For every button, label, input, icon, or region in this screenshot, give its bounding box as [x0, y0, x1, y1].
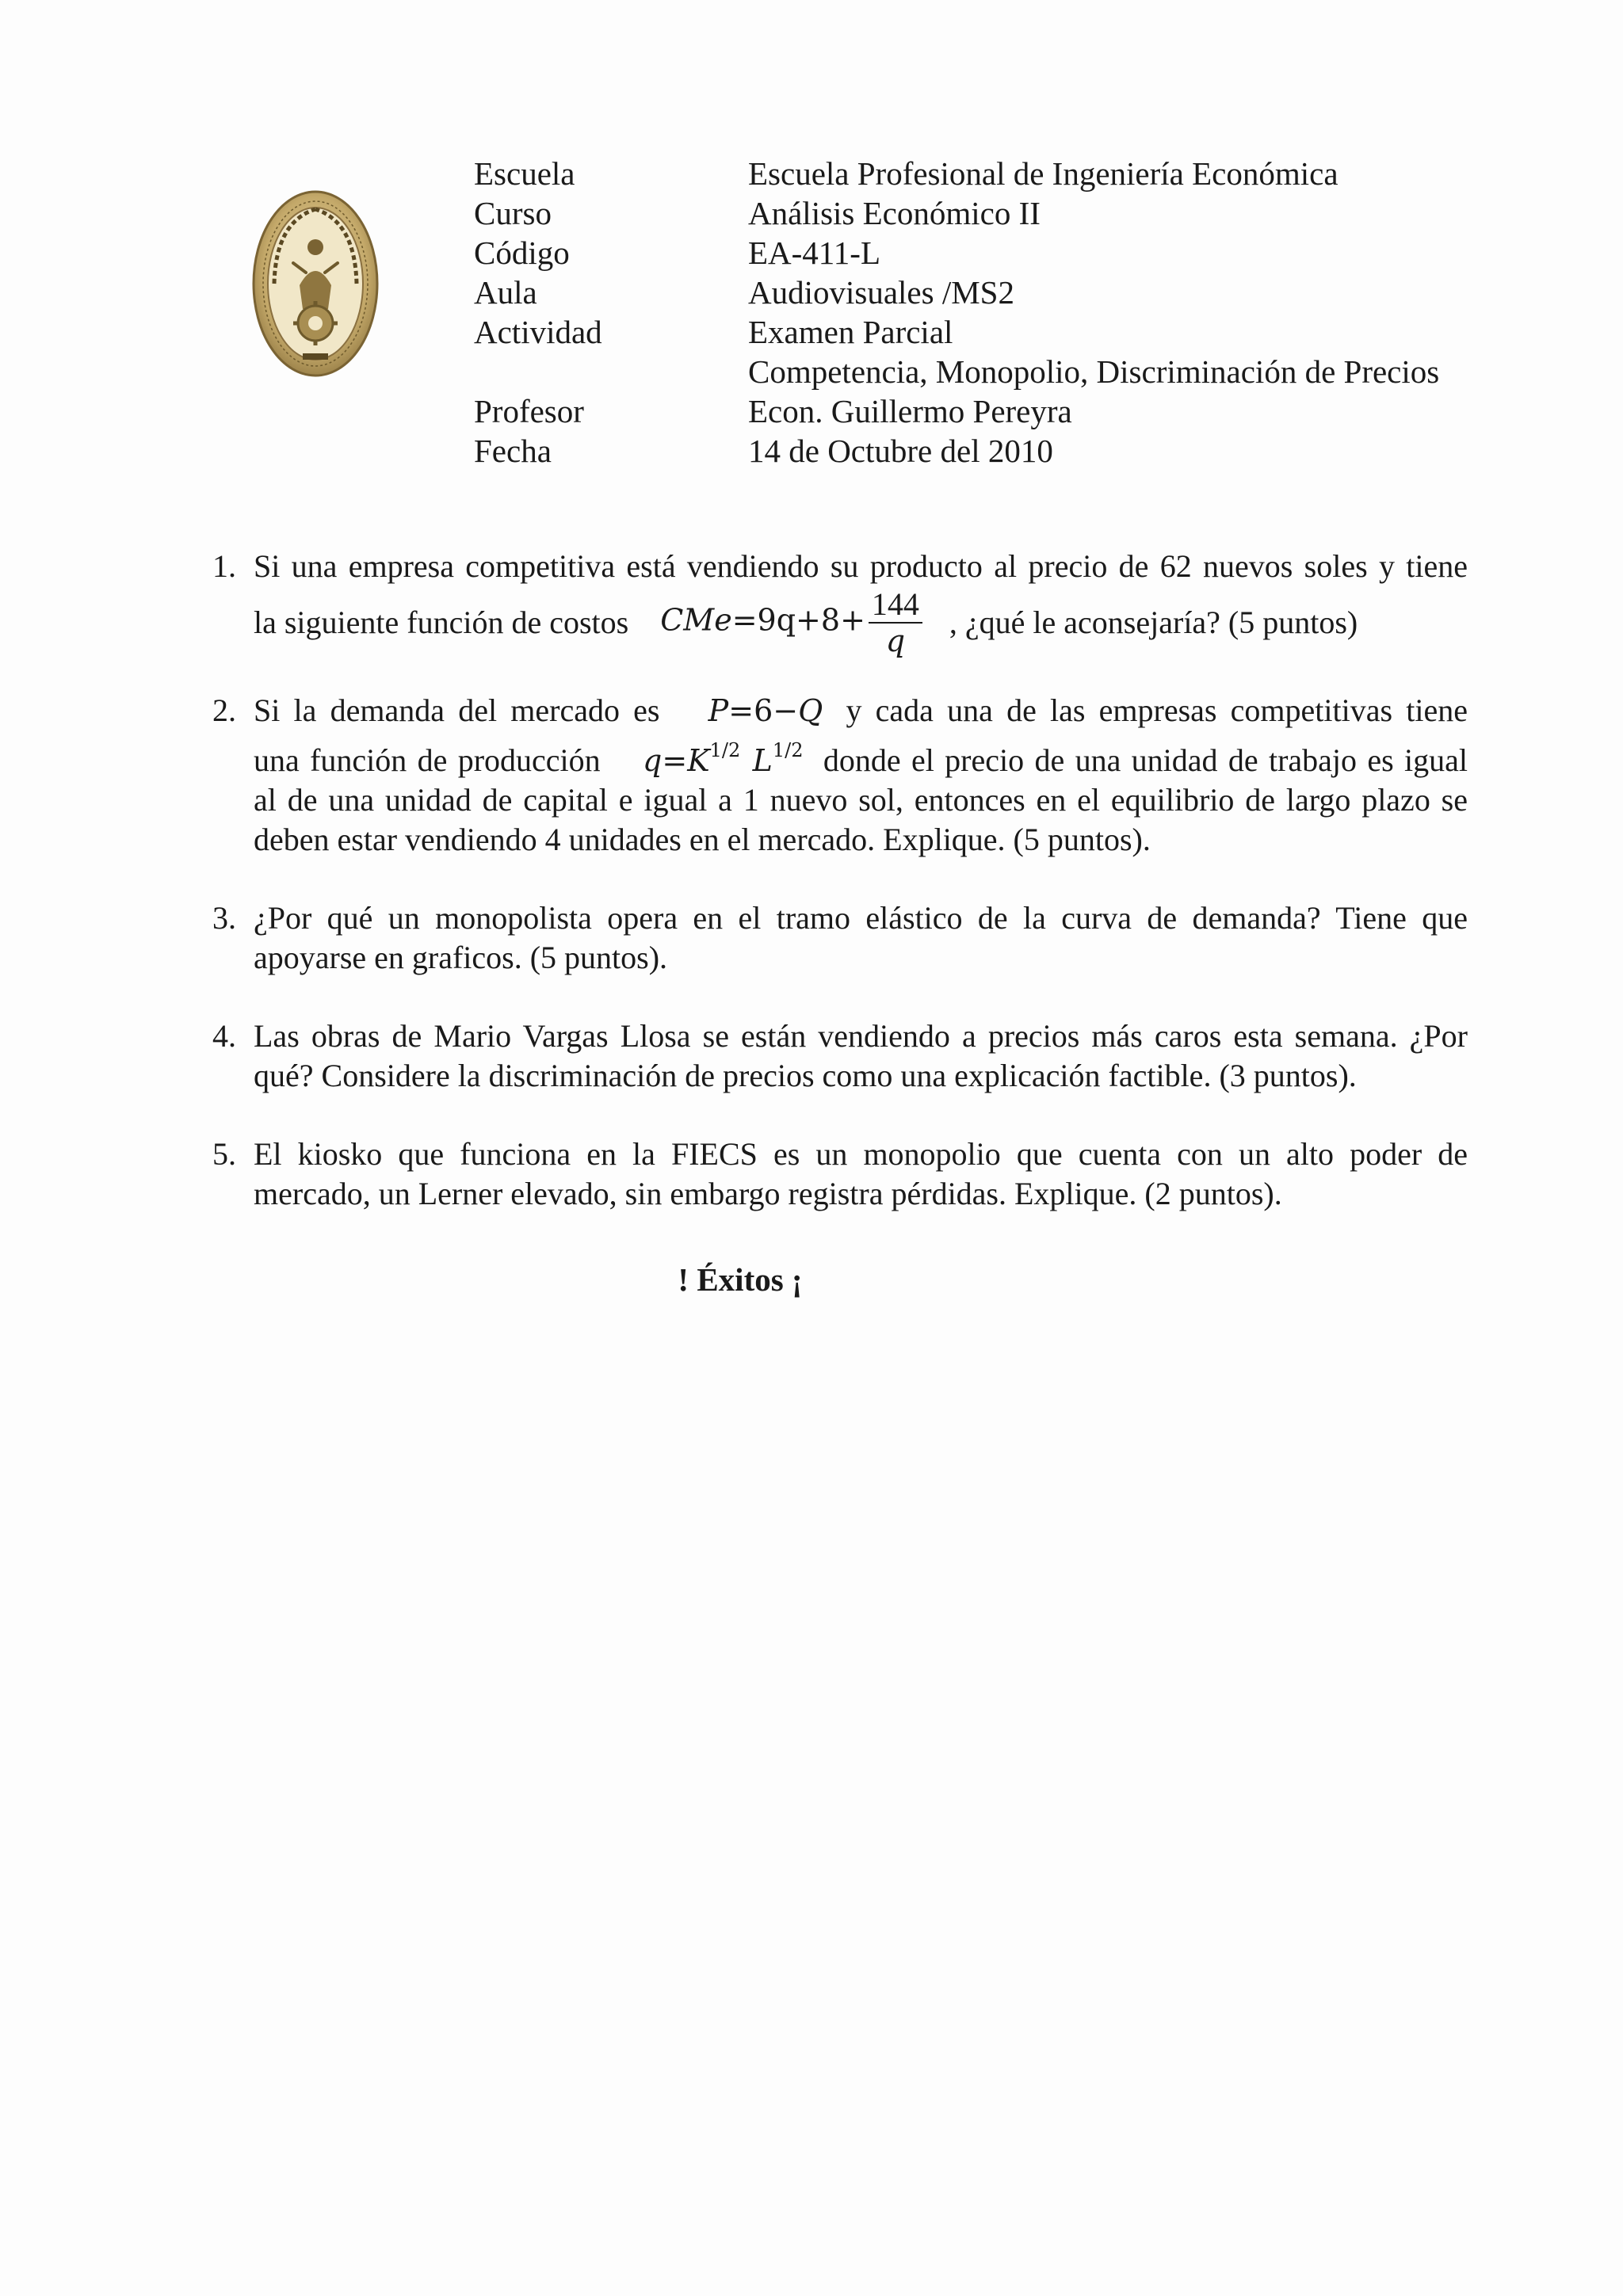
header-row-aula — [474, 273, 1504, 312]
question-number: 4. — [212, 1018, 236, 1054]
header-label: Código — [474, 235, 570, 271]
production-formula — [643, 739, 804, 778]
header-value: Audiovisuales /MS2 — [748, 274, 1014, 311]
question-1 — [212, 547, 1468, 659]
header-value: Análisis Económico II — [748, 195, 1041, 231]
question-text: apoyarse en graficos. (5 puntos). — [254, 940, 668, 975]
header-value: EA-411-L — [748, 235, 880, 271]
formula-l-exponent: 1/2 — [772, 739, 804, 761]
formula-l: L — [752, 743, 773, 778]
question-body — [254, 898, 1468, 978]
question-formula-line — [254, 586, 1468, 659]
question-text: ¿Por qué un monopolista opera en el tramo elástico de la curva de demanda? Tiene que — [254, 900, 1468, 936]
question-text: , ¿qué le aconsejaría? (5 puntos) — [949, 605, 1358, 640]
header-label: Profesor — [474, 393, 584, 429]
header-value: Econ. Guillermo Pereyra — [748, 393, 1072, 429]
formula-p: P — [708, 693, 729, 728]
header-row-escuela — [474, 154, 1504, 193]
header-label: Actividad — [474, 314, 602, 350]
question-number: 5. — [212, 1136, 236, 1172]
question-5 — [212, 1135, 1468, 1214]
demand-formula — [708, 693, 823, 728]
question-text: y cada una de las empresas competitivas tiene — [846, 692, 1468, 728]
cost-formula — [660, 587, 926, 658]
header-value: Competencia, Monopolio, Discriminación de Precios — [748, 353, 1440, 390]
header-label: Fecha — [474, 433, 552, 469]
question-number: 3. — [212, 900, 236, 936]
header-value: Examen Parcial — [748, 314, 953, 350]
formula-eq: =6− — [728, 693, 799, 728]
university-seal-icon — [252, 190, 379, 377]
exam-header — [474, 154, 1504, 471]
question-text-line — [254, 730, 1468, 780]
fraction-denominator: q — [885, 624, 906, 658]
question-text: donde el precio de una unidad de trabajo es igual — [823, 742, 1468, 778]
question-number: 2. — [212, 692, 236, 728]
question-text: Si la demanda del mercado es — [254, 692, 660, 728]
header-row-topics — [474, 352, 1504, 391]
question-text: Las obras de Mario Vargas Llosa se están vendiendo a precios más caros esta semana. ¿Por — [254, 1018, 1468, 1054]
question-text: la siguiente función de costos — [254, 605, 629, 640]
question-text: deben estar vendiendo 4 unidades en el mercado. Explique. (5 puntos). — [254, 822, 1151, 857]
question-text-line — [254, 691, 1468, 730]
formula-k: K — [687, 743, 710, 778]
formula-lhs: CMe — [660, 602, 732, 638]
question-2 — [212, 691, 1468, 860]
question-text: Si una empresa competitiva está vendiendo su producto al precio de 62 nuevos soles y tiene — [254, 548, 1468, 584]
header-row-codigo — [474, 233, 1504, 273]
formula-eq: = — [662, 743, 688, 778]
question-text: mercado, un Lerner elevado, sin embargo registra pérdidas. Explique. (2 puntos). — [254, 1176, 1282, 1211]
question-text: al de una unidad de capital e igual a 1 nuevo sol, entonces en el equilibrio de largo plazo se — [254, 782, 1468, 818]
closing-text: ! Éxitos ¡ — [678, 1261, 803, 1298]
question-3 — [212, 898, 1468, 978]
question-body — [254, 1016, 1468, 1096]
formula-k-exponent: 1/2 — [709, 739, 741, 761]
closing-message — [0, 1260, 1623, 1299]
header-value: Escuela Profesional de Ingeniería Económica — [748, 155, 1338, 192]
formula-fraction — [869, 587, 922, 658]
question-body — [254, 547, 1468, 659]
formula-q: q — [643, 743, 663, 778]
formula-eq: =9q+8+ — [731, 602, 865, 638]
header-row-curso — [474, 193, 1504, 233]
header-label: Aula — [474, 274, 537, 311]
question-4 — [212, 1016, 1468, 1096]
header-label: Escuela — [474, 155, 575, 192]
header-value: 14 de Octubre del 2010 — [748, 433, 1053, 469]
question-text: qué? Considere la discriminación de precios como una explicación factible. (3 puntos). — [254, 1058, 1357, 1093]
question-number: 1. — [212, 548, 236, 584]
header-row-fecha — [474, 431, 1504, 471]
header-row-actividad — [474, 312, 1504, 352]
question-body — [254, 691, 1468, 860]
question-list — [212, 547, 1468, 1214]
question-text: El kiosko que funciona en la FIECS es un monopolio que cuenta con un alto poder de — [254, 1136, 1468, 1172]
question-text: una función de producción — [254, 742, 601, 778]
header-row-profesor — [474, 391, 1504, 431]
formula-q: Q — [798, 693, 823, 728]
question-body — [254, 1135, 1468, 1214]
fraction-numerator: 144 — [869, 587, 922, 624]
header-label: Curso — [474, 195, 552, 231]
